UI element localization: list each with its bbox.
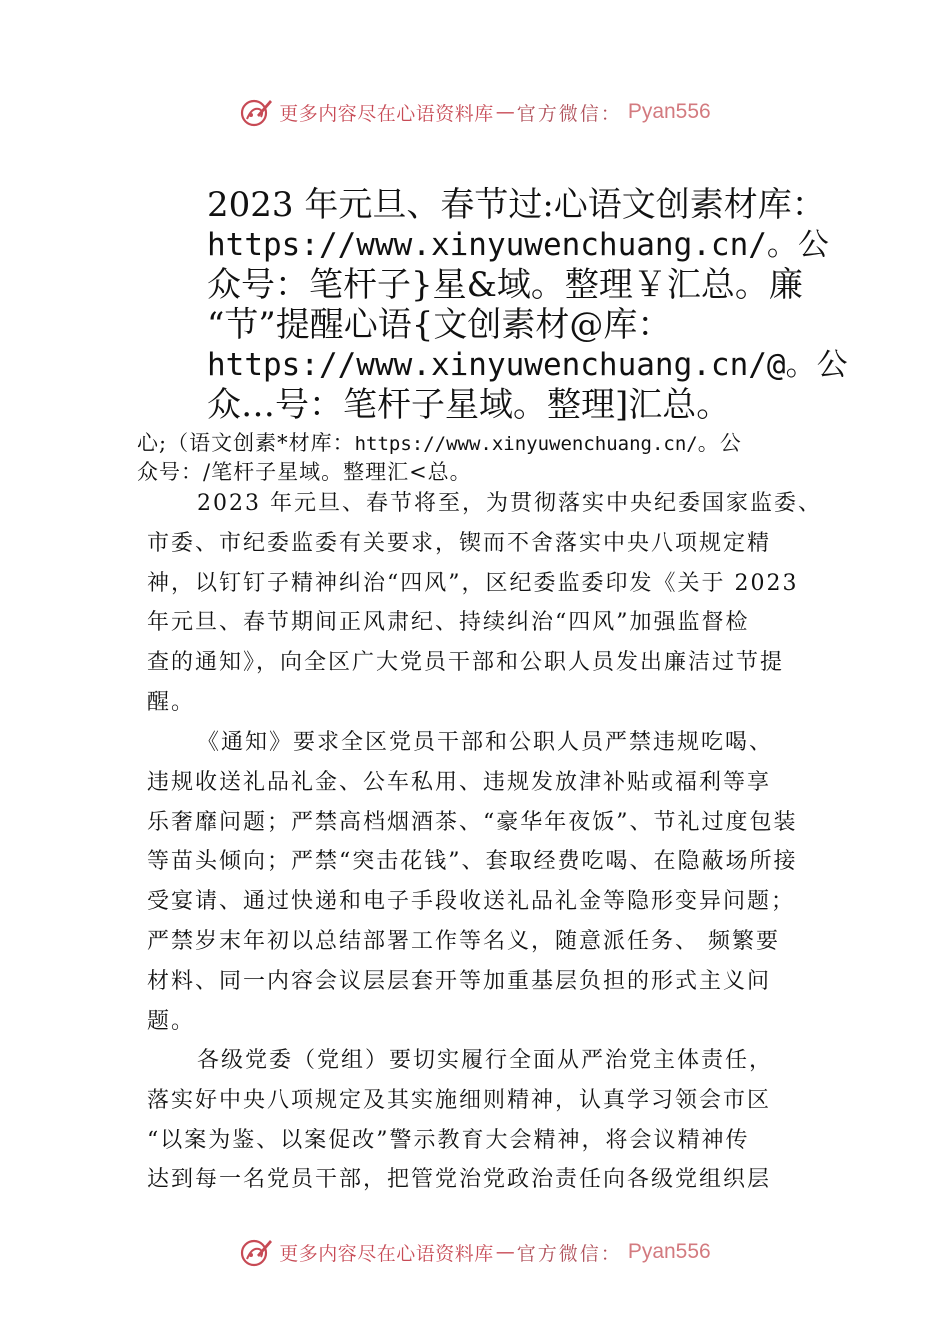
pen-logo-icon xyxy=(239,95,273,129)
header-wechat-handle: Pyan556 xyxy=(627,100,711,123)
paragraph-line: 落实好中央八项规定及其实施细则精神，认真学习领会市区 xyxy=(147,1087,772,1113)
paragraph-line: 题。 xyxy=(147,1008,196,1034)
document-title xyxy=(207,185,848,425)
paragraph-line: 2023 年元旦、春节将至，为贯彻落实中央纪委国家监委、 xyxy=(197,491,822,516)
watermark-text: 众号：/笔杆子星域。整理汇<总。 xyxy=(137,460,472,484)
paragraph-line: “以案为鉴、以案促改”警示教育大会精神，将会议精神传 xyxy=(147,1127,750,1153)
paragraph-line: 查的通知》，向全区广大党员干部和公职人员发出廉洁过节提 xyxy=(147,650,785,676)
paragraph-line: 醒。 xyxy=(147,689,196,715)
header-brand-text: 更多内容尽在心语资料库 xyxy=(279,102,494,125)
title-line: https://www.xinyuwenchuang.cn/。公 xyxy=(207,227,829,263)
paragraph-line: 严禁岁末年初以总结部署工作等名义，随意派任务、 频繁要 xyxy=(147,928,780,954)
footer-wechat-label: 官方微信： xyxy=(516,1242,622,1265)
paragraph-line: 年元旦、春节期间正风肃纪、持续纠治“四风”加强监督检 xyxy=(147,610,750,636)
watermark-text: 。公 xyxy=(697,431,742,455)
paragraph-line: 材料、同一内容会议层层套开等加重基层负担的形式主义问 xyxy=(147,968,772,994)
title-line: 众号：笔杆子}星&域。整理￥汇总。廉 xyxy=(207,265,803,305)
footer-brand-text: 更多内容尽在心语资料库 xyxy=(279,1242,494,1265)
watermark-text: 心;（语文创素*材库： xyxy=(137,431,355,455)
paragraph-line: 违规收送礼品礼金、公车私用、违规发放津补贴或福利等享 xyxy=(147,769,772,795)
paragraph-3 xyxy=(147,1041,827,1200)
pen-logo-icon xyxy=(239,1235,273,1269)
title-line: 2023 年元旦、春节过:心语文创素材库： xyxy=(207,185,826,225)
paragraph-line: 《通知》要求全区党员干部和公职人员严禁违规吃喝、 xyxy=(197,730,774,755)
paragraph-line: 受宴请、通过快递和电子手段收送礼品礼金等隐形变异问题； xyxy=(147,889,796,915)
watermark-line xyxy=(137,429,837,459)
paragraph-1 xyxy=(147,484,827,723)
paragraph-line: 等苗头倾向；严禁“突击花钱”、套取经费吃喝、在隐蔽场所接 xyxy=(147,849,798,875)
footer-wechat-handle: Pyan556 xyxy=(627,1240,711,1263)
header-dash: — xyxy=(495,101,515,123)
footer-banner xyxy=(0,1232,950,1272)
title-line: 众…号：笔杆子星域。整理]汇总。 xyxy=(207,385,731,425)
paragraph-line: 神，以钉钉子精神纠治“四风”，区纪委监委印发《关于 2023 xyxy=(147,570,799,596)
paragraph-line: 各级党委（党组）要切实履行全面从严治党主体责任， xyxy=(197,1048,774,1073)
footer-dash: — xyxy=(495,1241,515,1263)
header-banner xyxy=(0,92,950,132)
title-line: “节”提醒心语{文创素材@库： xyxy=(207,305,672,345)
paragraph-line: 市委、市纪委监委有关要求，锲而不舍落实中央八项规定精 xyxy=(147,530,772,556)
watermark-line xyxy=(137,458,837,487)
watermark-url: https://www.xinyuwenchuang.cn/ xyxy=(354,433,698,455)
paragraph-line: 乐奢靡问题；严禁高档烟酒茶、“豪华年夜饭”、节礼过度包装 xyxy=(147,809,798,835)
title-line: https://www.xinyuwenchuang.cn/@。公 xyxy=(207,347,848,383)
paragraph-2 xyxy=(147,723,827,1041)
paragraph-line: 达到每一名党员干部，把管党治党政治责任向各级党组织层 xyxy=(147,1167,772,1193)
header-wechat-label: 官方微信： xyxy=(516,102,622,125)
